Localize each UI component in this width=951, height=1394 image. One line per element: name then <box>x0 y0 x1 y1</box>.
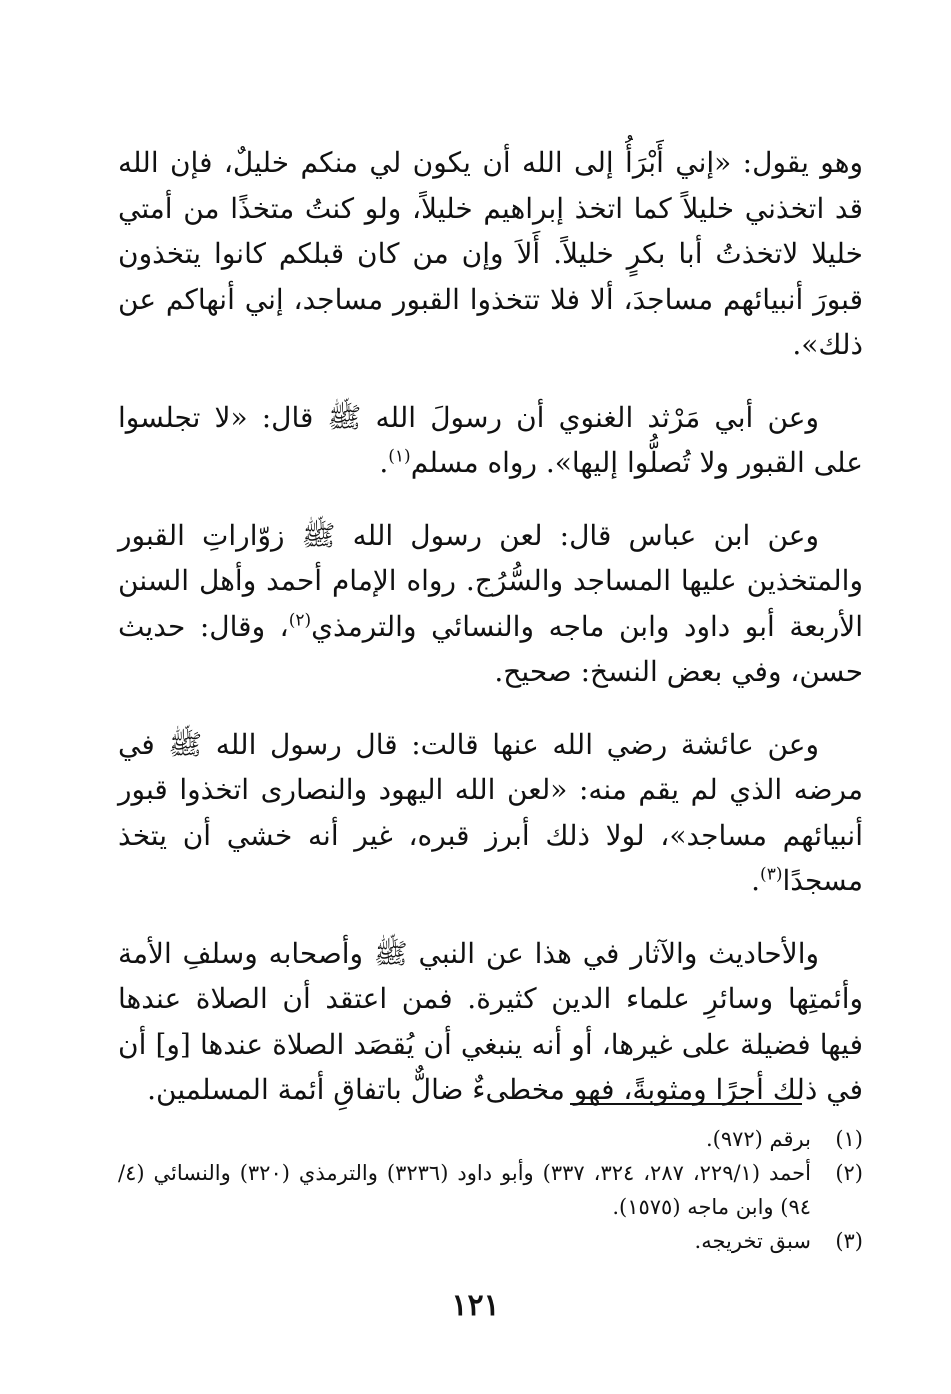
footnote-item <box>118 1224 863 1258</box>
paragraph: وهو يقول: «إني أَبْرَأُ إلى الله أن يكون لي منكم خليلٌ، فإن الله قد اتخذني خليلاً كما اتخذ إبراهيم خليلاً، ولو كنتُ متخذًا من أمتي خليلا لاتخذتُ أبا بكرٍ خليلاً. أَلاَ وإن من كان قبلكم كانوا يتخذون قبورَ أنبيائهم مساجدَ، ألا فلا تتخذوا القبور مساجد، إني أنهاكم عن ذلك». <box>118 146 863 361</box>
main-text <box>118 140 863 1140</box>
footnote-text: سبق تخريجه. <box>694 1229 811 1253</box>
footnote-number: (٢) <box>835 1161 863 1185</box>
footnote-marker[interactable]: (٣) <box>760 864 783 885</box>
page-number: ١٢١ <box>451 1288 500 1323</box>
footnote-text: برقم (٩٧٢). <box>705 1127 811 1151</box>
footnote-item <box>118 1122 863 1156</box>
footnote-number: (٣) <box>835 1229 863 1253</box>
footnote-item <box>118 1156 863 1224</box>
footnotes-section <box>118 1122 863 1258</box>
footnote-marker[interactable]: (٢) <box>288 610 312 631</box>
footnote-marker[interactable]: (١) <box>388 446 411 467</box>
footnote-text: أحمد (٢٢٩/١، ٢٨٧، ٣٢٤، ٣٣٧) وأبو داود (٣٢٣٦) والترمذي (٣٢٠) والنسائي (٤/ ٩٤) وابن ماجه (١٥٧٥). <box>118 1161 811 1219</box>
paragraph: والأحاديث والآثار في هذا عن النبي ﷺ وأصحابه وسلفِ الأمة وأئمتِها وسائرِ علماء الدين كثيرة. فمن اعتقد أن الصلاة عندها فيها فضيلة على غيرها، أو أنه ينبغي أن يُقصَد الصلاة عندها [و] أن في ذلك أجرًا ومثوبةً، فهو مخطىءٌ ضالٌّ باتفاقِ أئمة المسلمين. <box>118 936 863 1106</box>
footnote-number: (١) <box>835 1127 863 1151</box>
paragraph: وعن عائشة رضي الله عنها قالت: قال رسول الله ﷺ في مرضه الذي لم يقم منه: «لعن الله اليهود والنصارى اتخذوا قبور أنبيائهم مساجد»، لولا ذلك أبرز قبره، غير أنه خشي أن يتخذ مسجدًا$^{(٣)}$. <box>118 727 863 897</box>
paragraph: وعن أبي مَرْثد الغنوي أن رسولَ الله ﷺ قال: «لا تجلسوا على القبور ولا تُصلُّوا إليها». رواه مسلم$^{(١)}$. <box>118 400 863 479</box>
footnote-divider <box>570 1103 802 1105</box>
paragraph: وعن ابن عباس قال: لعن رسول الله ﷺ زوّاراتِ القبور والمتخذين عليها المساجد والسُّرُج. رواه الإمام أحمد وأهل السنن الأربعة أبو داود وابن ماجه والنسائي والترمذي$^{(٢)}$، وقال: حديث حسن، وفي بعض النسخ: صحيح. <box>118 518 863 688</box>
